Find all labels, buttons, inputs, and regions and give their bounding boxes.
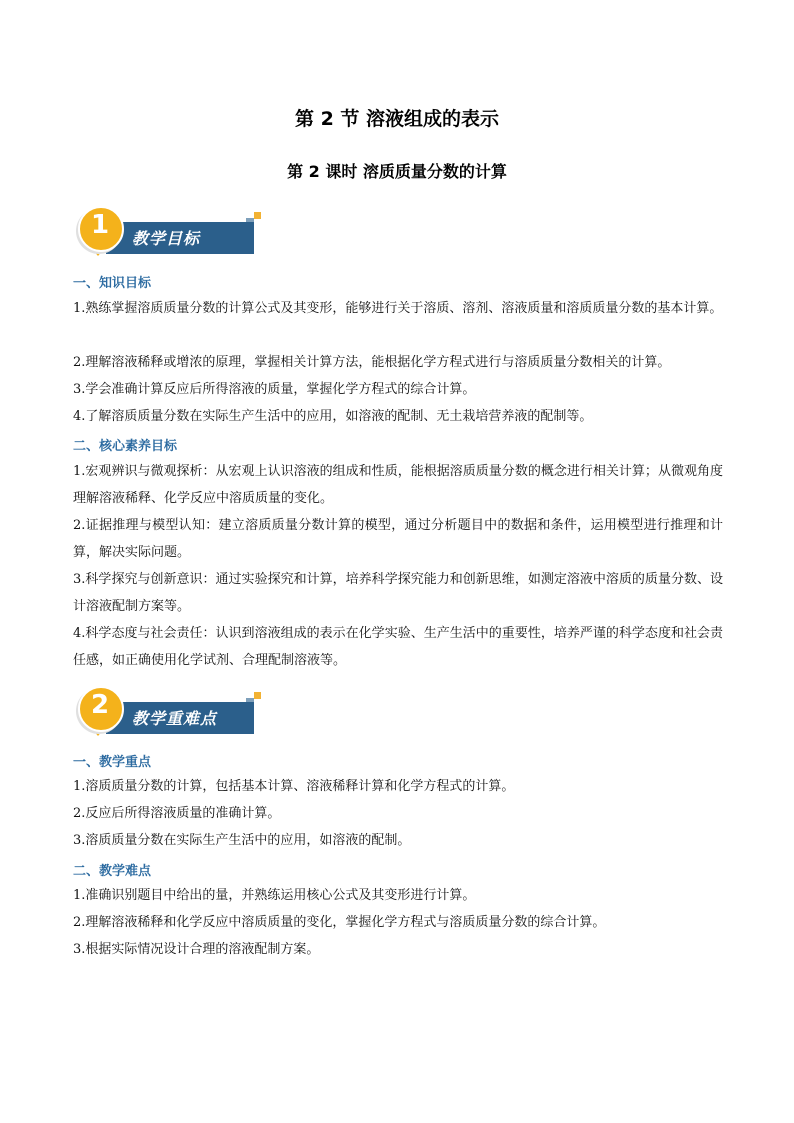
knowledge-goal-3: 3.学会准确计算反应后所得溶液的质量，掌握化学方程式的综合计算。 [73, 382, 476, 397]
core-goal-4: 4.科学态度与社会责任：认识到溶液组成的表示在化学实验、生产生活中的重要性，培养严谨的科学态度和社会责任感，如正确使用化学试剂、合理配制溶液等。 [73, 626, 723, 668]
key-point-3: 3.溶质质量分数在实际生产生活中的应用，如溶液的配制。 [73, 833, 411, 848]
core-goal-3: 3.科学探究与创新意识：通过实验探究和计算，培养科学探究能力和创新思维，如测定溶液中溶质的质量分数、设计溶液配制方案等。 [73, 572, 723, 614]
banner-label: 教学目标 [132, 229, 201, 248]
lesson-title: 第 2 课时 溶质质量分数的计算 [287, 162, 507, 181]
key-point-1: 1.溶质质量分数的计算，包括基本计算、溶液稀释计算和化学方程式的计算。 [73, 779, 515, 794]
knowledge-goals-heading: 一、知识目标 [73, 276, 152, 291]
knowledge-goal-4: 4.了解溶质质量分数在实际生产生活中的应用，如溶液的配制、无土栽培营养液的配制等。 [73, 409, 593, 424]
banner-label: 教学重难点 [132, 709, 218, 728]
core-goal-2: 2.证据推理与模型认知：建立溶质质量分数计算的模型，通过分析题目中的数据和条件，运用模型进行推理和计算，解决实际问题。 [73, 518, 723, 560]
section-banner-keypoints [78, 686, 268, 738]
section-title: 第 2 节 溶液组成的表示 [294, 108, 500, 130]
knowledge-goal-2: 2.理解溶液稀释或增浓的原理，掌握相关计算方法，能根据化学方程式进行与溶质质量分数相关的计算。 [73, 355, 671, 370]
banner-accent-dot [254, 212, 261, 219]
knowledge-goal-1: 1.熟练掌握溶质质量分数的计算公式及其变形，能够进行关于溶质、溶剂、溶液质量和溶质质量分数的基本计算。 [73, 301, 723, 316]
badge-number: 1 [90, 210, 110, 240]
core-goals-heading: 二、核心素养目标 [73, 439, 178, 454]
difficult-point-3: 3.根据实际情况设计合理的溶液配制方案。 [73, 942, 320, 957]
core-goal-1: 1.宏观辨识与微观探析：从宏观上认识溶液的组成和性质，能根据溶质质量分数的概念进行相关计算；从微观角度理解溶液稀释、化学反应中溶质质量的变化。 [73, 464, 723, 506]
key-point-2: 2.反应后所得溶液质量的准确计算。 [73, 806, 281, 821]
difficult-point-2: 2.理解溶液稀释和化学反应中溶质质量的变化，掌握化学方程式与溶质质量分数的综合计算。 [73, 915, 606, 930]
difficult-points-heading: 二、教学难点 [73, 864, 152, 879]
key-points-heading: 一、教学重点 [73, 755, 152, 770]
badge-number: 2 [90, 690, 110, 720]
section-banner-goals [78, 206, 268, 258]
difficult-point-1: 1.准确识别题目中给出的量，并熟练运用核心公式及其变形进行计算。 [73, 888, 476, 903]
banner-accent-dot [254, 692, 261, 699]
